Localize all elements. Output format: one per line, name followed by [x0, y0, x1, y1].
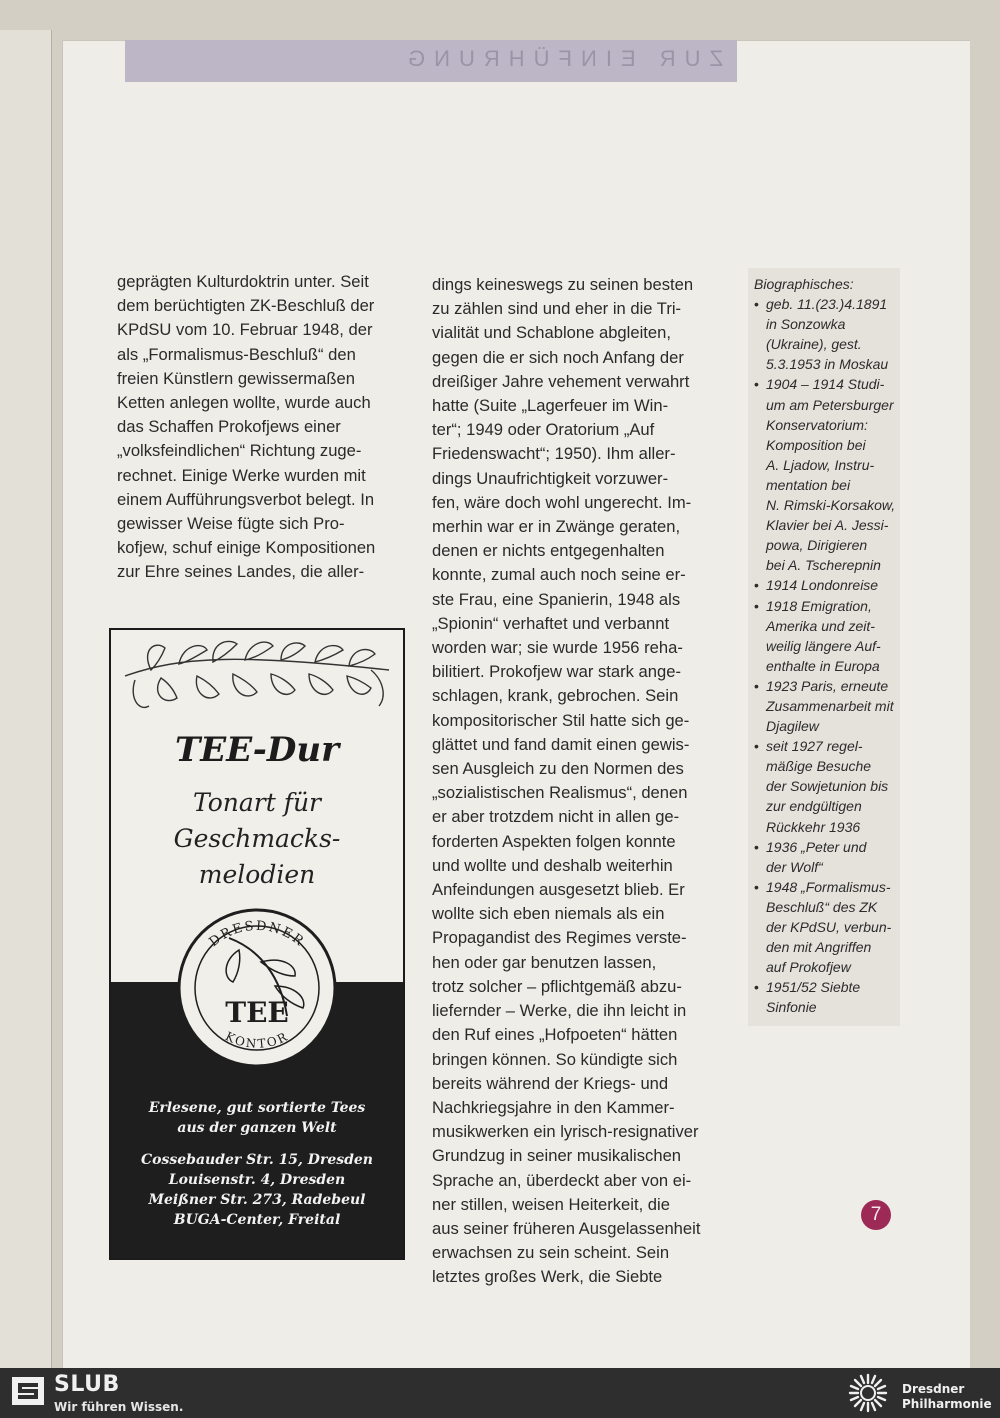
text-line: Sprache an, überdeckt aber von ei- — [432, 1170, 692, 1190]
biography-line: Zusammenarbeit mit — [766, 697, 894, 714]
text-line: dem berüchtigten ZK-Beschluß der — [117, 296, 375, 316]
biography-line: Komposition bei — [766, 436, 866, 453]
text-line: „sozialistischen Realismus“, denen — [432, 783, 688, 803]
biography-line: Beschluß“ des ZK — [766, 898, 878, 915]
biography-line: zur endgültigen — [766, 798, 862, 815]
text-line: glättet und fand damit einen gewis- — [432, 734, 690, 754]
biography-line: in Sonzowka — [766, 316, 846, 333]
biography-heading: Biographisches: — [754, 276, 854, 292]
text-line: vialität und Schablone abgleiten, — [432, 323, 671, 343]
biography-entry — [754, 877, 900, 977]
biography-line: mentation bei — [766, 476, 851, 493]
biography-entry — [754, 294, 900, 374]
library-tagline: Wir führen Wissen. — [54, 1400, 184, 1414]
biography-line: • 1948 „Formalismus- — [766, 878, 891, 895]
library-name: SLUB — [54, 1372, 120, 1397]
text-line: er aber trotzdem nicht in allen ge- — [432, 807, 680, 827]
text-line: Ketten anlegen wollte, wurde auch — [117, 393, 371, 413]
biography-line: der KPdSU, verbun- — [766, 919, 892, 935]
text-line: „volksfeindlichen“ Richtung zuge- — [117, 441, 362, 461]
ad-tagline: Erlesene, gut sortierte Tees — [148, 1100, 366, 1116]
tea-advertisement — [109, 628, 405, 1260]
text-line: das Schaffen Prokofjews einer — [117, 417, 341, 437]
biography-line: Djagilew — [766, 718, 819, 735]
logo-bottom-text: KONTOR — [223, 1029, 291, 1051]
previous-page-edge — [0, 30, 52, 1368]
biography-line: auf Prokofjew — [766, 959, 851, 976]
biography-line: 5.3.1953 in Moskau — [766, 356, 889, 373]
biography-entry — [754, 575, 900, 595]
text-line: wollte sich eben niemals als ein — [432, 904, 665, 924]
text-line: Friedenswacht“; 1950). Ihm aller- — [432, 444, 676, 464]
text-line: bereits während der Kriegs- und — [432, 1073, 669, 1093]
text-line: merhin war er in Zwänge geraten, — [432, 517, 681, 537]
biography-entry — [754, 736, 900, 836]
text-line: aus seiner früheren Ausgelassenheit — [432, 1218, 701, 1238]
biography-entry — [754, 596, 900, 676]
philharmonie-logo-icon — [846, 1371, 890, 1415]
text-line: „Spionin“ verhaftet und verbannt — [432, 613, 670, 633]
text-line: schlagen, krank, gebrochen. Sein — [432, 686, 679, 706]
biography-line: • geb. 11.(23.)4.1891 — [766, 296, 888, 313]
biography-line: • 1923 Paris, erneute — [766, 677, 889, 694]
biography-line: Amerika und zeit- — [766, 617, 875, 634]
text-line: Nachkriegsjahre in den Kammer- — [432, 1097, 675, 1117]
biography-line: weilig längere Auf- — [766, 637, 881, 654]
biography-line: • seit 1927 regel- — [766, 738, 863, 755]
text-line: KPdSU vom 10. Februar 1948, der — [117, 320, 373, 340]
text-line: einem Aufführungsverbot belegt. In — [117, 489, 375, 509]
biography-line: (Ukraine), gest. — [766, 336, 862, 353]
text-line: zur Ehre seines Landes, die aller- — [117, 562, 365, 582]
text-line: bilitiert. Prokofjew war stark ange- — [432, 662, 681, 682]
text-line: und wollte und deshalb weiterhin — [432, 855, 673, 875]
text-line: dreißiger Jahre vehement verwahrt — [432, 371, 690, 391]
biography-line: powa, Dirigieren — [766, 537, 868, 554]
text-line: freien Künstlern gewissermaßen — [117, 368, 355, 388]
text-line: sen Ausgleich zu den Normen des — [432, 759, 684, 779]
biography-line: A. Ljadow, Instru- — [766, 456, 875, 473]
text-line: kofjew, schuf einige Kompositionen — [117, 538, 376, 558]
biography-line: Sinfonie — [766, 999, 817, 1016]
text-line: dings Unaufrichtigkeit vorzuwer- — [432, 468, 669, 488]
biography-line: Rückkehr 1936 — [766, 818, 861, 835]
biography-line: • 1936 „Peter und — [766, 838, 867, 855]
ad-tagline: aus der ganzen Welt — [177, 1120, 337, 1136]
biography-line: den mit Angriffen — [766, 939, 872, 956]
text-line: liefernder – Werke, die ihn leicht in — [432, 1001, 687, 1021]
text-line: geprägten Kulturdoktrin unter. Seit — [117, 272, 369, 291]
ad-title: TEE-Dur — [175, 730, 339, 770]
text-line: dings keineswegs zu seinen besten — [432, 275, 694, 294]
ad-address: Louisenstr. 4, Dresden — [168, 1172, 346, 1188]
text-line: zu zählen sind und eher in die Tri- — [432, 299, 682, 319]
text-line: worden war; sie wurde 1956 reha- — [432, 638, 683, 658]
logo-top-text: DRESDNER — [206, 918, 308, 951]
biography-line: der Sowjetunion bis — [766, 778, 889, 795]
biography-entry — [754, 837, 900, 877]
text-line: gegen die er sich noch Anfang der — [432, 347, 684, 367]
ad-address: BUGA-Center, Freital — [173, 1212, 341, 1228]
biography-line: enthalte in Europa — [766, 657, 880, 674]
biography-line: der Wolf“ — [766, 858, 823, 875]
partner-name: Dresdner — [902, 1382, 965, 1396]
ad-subtitle: Geschmacks- — [173, 824, 341, 853]
text-line: Propagandist des Regimes verste- — [432, 928, 687, 948]
text-line: Anfeindungen ausgesetzt blieb. Er — [432, 880, 685, 900]
ad-address: Cossebauder Str. 15, Dresden — [141, 1152, 373, 1168]
running-header — [125, 40, 737, 82]
text-line: erwachsen zu sein scheint. Sein — [432, 1243, 670, 1263]
text-line: Grundzug in seiner musikalischen — [432, 1146, 682, 1166]
ad-subtitle: Tonart für — [192, 788, 322, 817]
biography-list — [754, 294, 900, 1017]
biography-line: um am Petersburger — [766, 396, 894, 413]
biography-line: N. Rimski-Korsakow, — [766, 497, 896, 514]
ad-subtitle: melodien — [198, 860, 316, 889]
text-line: ste Frau, eine Spanierin, 1948 als — [432, 589, 681, 609]
text-line: letztes großes Werk, die Siebte — [432, 1267, 663, 1287]
biography-line: Konservatorium: — [766, 416, 868, 433]
page-number-badge: 7 — [861, 1200, 891, 1230]
text-column-middle — [432, 273, 724, 1290]
text-line: musikwerken ein lyrisch-resignativer — [432, 1122, 699, 1142]
biography-entry — [754, 676, 900, 736]
text-line: als „Formalismus-Beschluß“ den — [117, 344, 356, 364]
running-header-text: ZUR EINFÜHRUNG — [399, 46, 723, 71]
text-line: fen, wäre doch wohl ungerecht. Im- — [432, 492, 692, 512]
text-line: hatte (Suite „Lagerfeuer im Win- — [432, 396, 669, 416]
text-line: ter“; 1949 oder Oratorium „Auf — [432, 420, 655, 440]
biography-line: • 1914 Londonreise — [766, 577, 879, 594]
biography-line: Klavier bei A. Jessi- — [766, 517, 889, 534]
text-column-left — [117, 270, 409, 585]
ad-address: Meißner Str. 273, Radebeul — [148, 1192, 366, 1208]
biography-line: mäßige Besuche — [766, 758, 872, 775]
biography-line: bei A. Tscherepnin — [766, 557, 881, 574]
biography-line: • 1904 – 1914 Studi- — [766, 376, 885, 393]
text-line: forderten Aspekten folgen konnte — [432, 831, 676, 851]
biography-sidebar — [754, 274, 900, 1017]
biography-line: • 1918 Emigration, — [766, 597, 872, 614]
slub-logo-icon — [12, 1377, 44, 1405]
text-line: trotz solcher – pflichtgemäß abzu- — [432, 976, 682, 996]
text-line: den Ruf eines „Hofpoeten“ hätten — [432, 1025, 678, 1045]
biography-entry — [754, 374, 900, 575]
biography-line: • 1951/52 Siebte — [766, 979, 861, 996]
partner-name: Philharmonie — [902, 1397, 992, 1411]
text-line: ner stillen, weisen Heiterkeit, die — [432, 1194, 670, 1214]
text-line: denen er nichts entgegenhalten — [432, 541, 665, 561]
text-line: konnte, zumal auch noch seine er- — [432, 565, 686, 585]
text-line: kompositorischer Stil hatte sich ge- — [432, 710, 690, 730]
biography-entry — [754, 977, 900, 1017]
text-line: hen oder gar benutzen lassen, — [432, 952, 657, 972]
logo-center-text: TEE — [225, 996, 289, 1029]
text-line: gewisser Weise fügte sich Pro- — [117, 514, 345, 534]
tea-kontor-logo-icon — [111, 898, 403, 1088]
tea-leaf-ornament-icon — [121, 636, 393, 720]
text-line: rechnet. Einige Werke wurden mit — [117, 465, 366, 485]
text-line: bringen können. So kündigte sich — [432, 1049, 678, 1069]
